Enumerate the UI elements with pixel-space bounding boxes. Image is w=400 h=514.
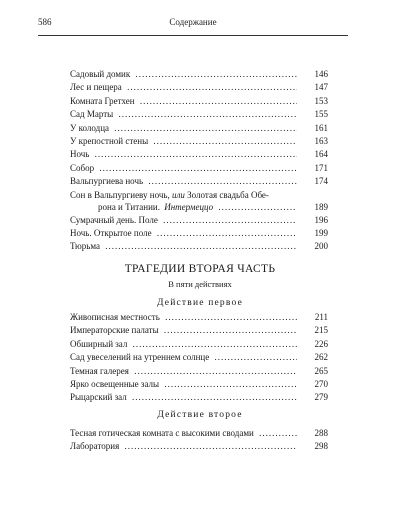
- toc-entry-title: Ярко освещенные залы: [70, 378, 160, 389]
- toc-entry-page: 155: [314, 109, 328, 120]
- title-italic-text: или: [171, 189, 185, 200]
- part-title: ТРАГЕДИИ ВТОРАЯ ЧАСТЬ: [124, 263, 276, 275]
- toc-list-act1: [70, 311, 328, 405]
- toc-entry: [70, 240, 328, 253]
- toc-entry: [70, 122, 328, 135]
- toc-entry-title: Темная галерея: [70, 365, 129, 376]
- toc-entry-page: 211: [314, 312, 328, 322]
- toc-entry-page: 146: [314, 69, 328, 79]
- toc-entry-title-line2: [70, 201, 297, 214]
- toc-entry-page: 270: [314, 378, 328, 389]
- part-subtitle: В пяти действиях: [168, 279, 232, 289]
- toc-entry-page: 164: [314, 149, 328, 160]
- toc-entry: [70, 95, 328, 108]
- toc-entry-title: Сад Марты: [70, 109, 114, 120]
- act-heading: Действие второе: [157, 410, 243, 420]
- toc-entry-page: 279: [314, 392, 328, 403]
- toc-entry-page: 189: [314, 201, 328, 212]
- toc-entry-page: 147: [314, 82, 328, 93]
- toc-entry: [70, 311, 328, 324]
- toc-entry-title: Сад увеселений на утреннем солнце: [70, 352, 210, 363]
- page-number: 586: [38, 17, 52, 27]
- toc-list-top: [70, 68, 328, 254]
- toc-entry-page: 199: [314, 227, 328, 238]
- toc-entry-title: У колодца: [70, 122, 110, 133]
- toc-entry-title: У крепостной стены: [70, 135, 149, 146]
- toc-entry: [70, 135, 328, 148]
- toc-entry-page: 163: [314, 135, 328, 146]
- toc-entry-page: 288: [314, 428, 328, 438]
- toc-entry-title: Ночь. Открытое поле: [70, 227, 152, 238]
- toc-entry-title: Рыцарский зал: [70, 392, 127, 403]
- toc-entry: [70, 324, 328, 337]
- toc-entry-page: 265: [314, 365, 328, 376]
- toc-entry: [70, 351, 328, 364]
- toc-entry-page: 226: [314, 338, 328, 349]
- toc-list-act2: [70, 427, 328, 454]
- toc-entry-page: 298: [314, 441, 328, 452]
- toc-entry-title: Лес и пещера: [70, 82, 122, 93]
- toc-entry-title: Сумрачный день. Поле: [70, 214, 158, 225]
- toc-entry-title: Тесная готическая комната с высокими сводами: [70, 428, 254, 438]
- toc-entry: [70, 227, 328, 240]
- toc-entry-page: 200: [314, 241, 328, 252]
- toc-entry-title: Ночь: [70, 149, 90, 160]
- running-title: Содержание: [169, 17, 217, 27]
- running-header: [38, 17, 348, 27]
- toc-entry: [70, 68, 328, 81]
- toc-entry: [70, 148, 328, 161]
- header-rule: [38, 35, 348, 36]
- toc-entry-page: 262: [314, 352, 328, 363]
- toc-entry-page: 215: [314, 325, 328, 336]
- toc-entry-title: Лаборатория: [70, 441, 120, 452]
- toc-entry-title: Императорские палаты: [70, 325, 159, 336]
- toc-entry-page: 153: [314, 95, 328, 106]
- toc-entry-title: Комната Гретхен: [70, 95, 135, 106]
- toc-entry: [70, 427, 328, 440]
- toc-entry: [70, 214, 328, 227]
- toc-entry: [70, 440, 328, 453]
- toc-entry: [70, 162, 328, 175]
- toc-entry-page: 196: [314, 214, 328, 225]
- toc-entry: [70, 391, 328, 404]
- toc-entry-title: Собор: [70, 162, 95, 173]
- toc-entry-title: Живописная местность: [70, 312, 160, 322]
- toc-entry-page: 171: [314, 162, 328, 173]
- toc-entry: [70, 378, 328, 391]
- toc-entry-title: Обширный зал: [70, 338, 128, 349]
- toc-entry-page: 161: [314, 122, 328, 133]
- toc-entry-page: 174: [314, 176, 328, 187]
- toc-entry: [70, 81, 328, 94]
- toc-entry: [70, 338, 328, 351]
- toc-entry: [70, 108, 328, 121]
- toc-entry-multiline: [70, 189, 328, 214]
- title-text: рона и Титании.: [84, 202, 164, 212]
- title-text: Золотая свадьба Обе-: [184, 189, 269, 200]
- toc-entry-title: Тюрьма: [70, 241, 101, 252]
- toc-entry: [70, 175, 328, 188]
- toc-entry: [70, 365, 328, 378]
- title-italic-text: Интермеццо: [164, 201, 214, 212]
- toc-entry-title: Садовый домик: [70, 69, 131, 79]
- act-heading: Действие первое: [157, 298, 243, 308]
- toc-entry-title: Вальпургиева ночь: [70, 176, 144, 187]
- title-text: Сон в Вальпургиеву ночь,: [70, 189, 172, 200]
